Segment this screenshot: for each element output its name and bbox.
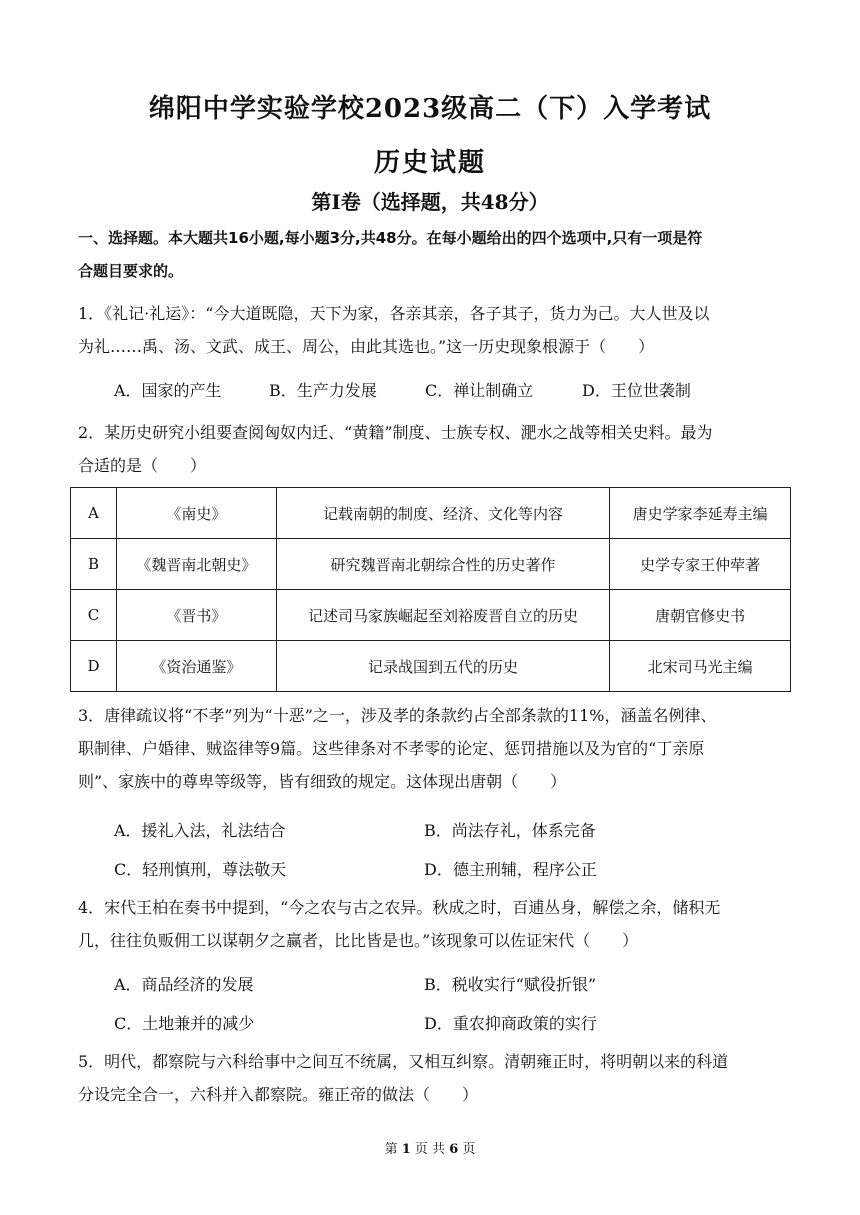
table-row — [71, 539, 791, 590]
table-row — [71, 641, 791, 692]
q2-line-1: 2．某历史研究小组要查阅匈奴内迁、“黄籍”制度、士族专权、淝水之战等相关史料。最为 — [78, 423, 713, 442]
q3-line-3: 则”、家族中的尊卑等级等，皆有细致的规定。这体现出唐朝（ ） — [78, 772, 567, 791]
table-row — [71, 590, 791, 641]
table-cell-label: C — [71, 590, 117, 641]
q1-option-b: B．生产力发展 — [269, 381, 377, 400]
table-cell-book: 《南史》 — [116, 488, 276, 539]
q1-option-d: D．王位世袭制 — [582, 381, 691, 400]
q3-line-1: 3．唐律疏议将“不孝”列为“十恶”之一，涉及孝的条款约占全部条款的11%，涵盖名例律、 — [78, 706, 717, 725]
q1-line-2: 为礼……禹、汤、文武、成王、周公，由此其选也。”这一历史现象根源于（ ） — [78, 337, 655, 356]
table-row — [71, 488, 791, 539]
q3-option-c: C．轻刑慎刑，尊法敬天 — [114, 860, 287, 879]
footer-total-pages: 6 — [449, 1142, 459, 1157]
section-line-1: 一、选择题。本大题共16小题,每小题3分,共48分。在每小题给出的四个选项中,只有一项是符 — [78, 229, 703, 247]
page-footer — [0, 1138, 860, 1157]
q5-line-2: 分设完全合一，六科并入都察院。雍正帝的做法（ ） — [78, 1085, 479, 1104]
question-3 — [78, 699, 788, 798]
q4-option-a: A．商品经济的发展 — [114, 975, 254, 994]
q4-line-2: 几，往往负贩佣工以谋朝夕之赢者，比比皆是也。”该现象可以佐证宋代（ ） — [78, 931, 639, 950]
q4-option-c: C．土地兼并的减少 — [114, 1014, 255, 1033]
table-cell-book: 《魏晋南北朝史》 — [116, 539, 276, 590]
footer-suffix: 页 — [462, 1142, 476, 1157]
q3-line-2: 职制律、户婚律、贼盗律等9篇。这些律条对不孝零的论定、惩罚措施以及为官的“丁亲原 — [78, 739, 705, 758]
q5-line-1: 5．明代，都察院与六科给事中之间互不统属，又相互纠察。清朝雍正时，将明朝以来的科道 — [78, 1052, 729, 1071]
q3-option-b: B．尚法存礼，体系完备 — [424, 821, 596, 840]
q4-line-1: 4．宋代王柏在奏书中提到，“今之农与古之农异。秋成之时，百逋丛身，解偿之余，储积无 — [78, 898, 721, 917]
table-cell-author: 史学专家王仲荦著 — [610, 539, 791, 590]
footer-prefix: 第 — [384, 1142, 398, 1157]
table-cell-book: 《资治通鉴》 — [116, 641, 276, 692]
table-cell-book: 《晋书》 — [116, 590, 276, 641]
table-cell-label: B — [71, 539, 117, 590]
q1-line-1: 1．《礼记·礼运》：“今大道既隐，天下为家，各亲其亲，各子其子，货力为己。大人世及以 — [78, 304, 710, 323]
section-line-2: 合题目要求的。 — [78, 262, 184, 280]
volume-title: 第Ⅰ卷（选择题，共48分） — [311, 190, 549, 214]
q3-option-a: A．援礼入法，礼法结合 — [114, 821, 286, 840]
table-cell-author: 唐史学家李延寿主编 — [610, 488, 791, 539]
q2-line-2: 合适的是（ ） — [78, 456, 207, 475]
table-cell-content: 研究魏晋南北朝综合性的历史著作 — [276, 539, 609, 590]
table-cell-label: A — [71, 488, 117, 539]
footer-middle: 页 共 — [414, 1142, 446, 1157]
section-instructions — [78, 222, 798, 288]
table-cell-author: 北宋司马光主编 — [610, 641, 791, 692]
table-cell-content: 记述司马家族崛起至刘裕废晋自立的历史 — [276, 590, 609, 641]
table-cell-author: 唐朝官修史书 — [610, 590, 791, 641]
question-2 — [78, 416, 788, 482]
q1-option-a: A．国家的产生 — [114, 381, 222, 400]
table-cell-content: 记载南朝的制度、经济、文化等内容 — [276, 488, 609, 539]
question-4 — [78, 891, 788, 957]
q4-option-d: D．重农抑商政策的实行 — [424, 1014, 597, 1033]
footer-page-number: 1 — [401, 1142, 411, 1157]
q4-option-b: B．税收实行“赋役折银” — [424, 975, 597, 994]
source-table — [70, 487, 791, 692]
q1-option-c: C．禅让制确立 — [425, 381, 534, 400]
table-cell-content: 记录战国到五代的历史 — [276, 641, 609, 692]
question-5 — [78, 1045, 788, 1111]
question-1 — [78, 297, 788, 363]
subject-title: 历史试题 — [373, 148, 486, 178]
exam-title: 绵阳中学实验学校2023级高二（下）入学考试 — [148, 94, 712, 124]
q3-option-d: D．德主刑辅，程序公正 — [424, 860, 597, 879]
table-cell-label: D — [71, 641, 117, 692]
